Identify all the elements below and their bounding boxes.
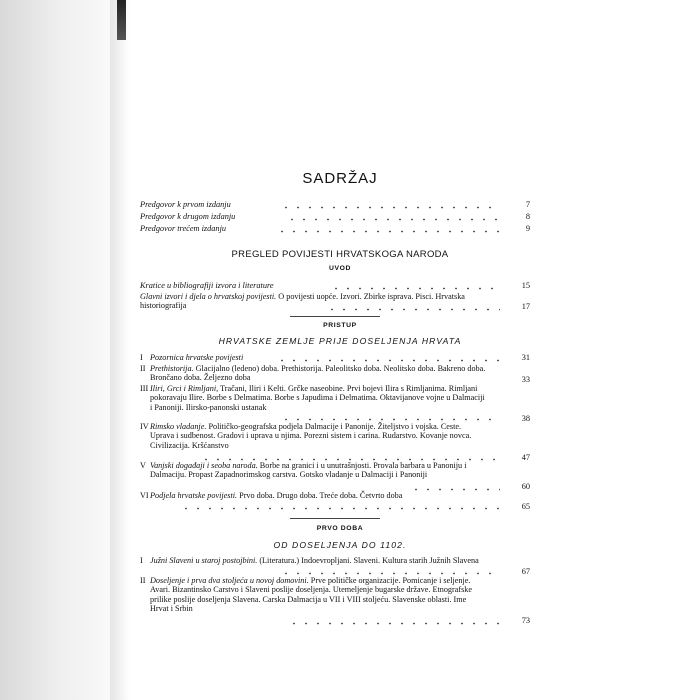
chapter-numeral: II (140, 576, 146, 585)
leader-dots (286, 212, 500, 221)
section-label-uvod: UVOD (328, 265, 352, 272)
page-number: 47 (521, 453, 530, 462)
section-title-pristup: HRVATSKE ZEMLJE PRIJE DOSELJENJA HRVATA (218, 336, 462, 346)
section-title-prvo-doba: OD DOSELJENJA DO 1102. (273, 540, 407, 550)
page-number: 8 (525, 212, 530, 221)
toc-entry-detail: Političko-geografska podjela Dalmacije i Panonije. Žiteljstvo i vojska. Ceste. Uprava i sudbenost. Gradovi i uprava u njima. Porezni sistem i carina. Rudarstvo. Kovanje novca. Civilizacija. Kršćanstvo (150, 422, 472, 450)
toc-entry-prvo-doba-2[interactable] (140, 576, 486, 614)
toc-entry-title: Vanjski događaji i seoba naroda. (150, 461, 258, 470)
chapter-numeral: I (140, 556, 143, 565)
toc-entry-title: Prethistorija. (150, 364, 194, 373)
toc-entry-title: Pozornica hrvatske povijesti (150, 353, 244, 362)
page-edge-shade (110, 0, 130, 700)
toc-entry-title: Podjela hrvatske povijesti. (150, 491, 238, 500)
leader-dots (410, 482, 500, 491)
page-number: 17 (521, 302, 530, 311)
leader-dots (326, 302, 500, 311)
toc-entry-title: Južni Slaveni u staroj postojbini. (150, 556, 258, 565)
page-number: 15 (521, 281, 530, 290)
toc-entry-detail: Borbe na granici i u unutrašnjosti. Provala barbara u Panoniju i Dalmaciju. Propast Zapadnorimskog carstva. Gotsko vladanje u Dalmaciji i Panoniji (150, 461, 467, 480)
leader-dots (276, 224, 500, 233)
page-number: 60 (521, 482, 530, 491)
chapter-numeral: II (140, 364, 146, 373)
toc-entry-title: Iliri, Grci i Rimljani, (150, 384, 219, 393)
toc-entry-detail: Glacijalno (ledeno) doba. Prethistorija. Paleolitsko doba. Neolitsko doba. Bakreno doba. Brončano doba. Željezno doba (150, 364, 486, 383)
leader-dots (180, 501, 500, 510)
page-number: 33 (521, 375, 530, 384)
toc-page (140, 0, 540, 700)
chapter-numeral: III (140, 384, 149, 393)
leader-dots (280, 200, 500, 209)
page-number: 31 (521, 353, 530, 362)
toc-entry-pristup-5[interactable] (140, 461, 486, 480)
page-number: 9 (525, 224, 530, 233)
leader-dots (280, 412, 500, 421)
toc-entry-pristup-6[interactable] (140, 491, 486, 500)
page-number: 67 (521, 567, 530, 576)
toc-entry-label: Predgovor k drugom izdanju (140, 212, 236, 221)
chapter-numeral: I (140, 353, 143, 362)
binding-mark (117, 0, 126, 40)
page-number: 65 (521, 502, 530, 511)
toc-entry-detail: Tračani, Iliri i Kelti. Grčke naseobine. Prvi bojevi Ilira s Rimljanima. Rimljani pokoravaju Ilire. Borbe s Delmatima. Borbe s Japudima i Delmatima. Oktavijanove vojne u Dalmaciji i Panoniji. Ilirsko-panonski ustanak (150, 384, 485, 412)
toc-entry-detail: Prve političke organizacije. Pomicanje i seljenje. Avari. Bizantinsko Carstvo i Slaveni poslije doseljenja. Utemeljenje bugarske države. Etnografske prilike poslije doseljenja Slavena. Carska Dalmacija u VII i VIII stoljeću. Slavenske oblasti. Ime Hrvat i Srbin (150, 576, 473, 614)
toc-entry-label: Predgovor trećem izdanju (140, 224, 227, 233)
page-number: 38 (521, 414, 530, 423)
leader-dots (288, 616, 500, 625)
toc-entry-title: Rimsko vladanje. (150, 422, 207, 431)
page-title: SADRŽAJ (302, 170, 378, 187)
toc-entry-detail: Prvo doba. Drugo doba. Treće doba. Četvrto doba (239, 491, 403, 500)
leader-dots (276, 353, 500, 362)
page-number: 7 (525, 200, 530, 209)
book-gutter-shadow (0, 0, 128, 700)
section-divider (290, 316, 380, 317)
page-number: 73 (521, 616, 530, 625)
toc-entry-title: Kratice u bibliografiji izvora i literature (140, 281, 274, 290)
section-label-pristup: PRISTUP (323, 322, 357, 329)
toc-entry-pristup-2[interactable] (140, 364, 486, 383)
part-title: PREGLED POVIJESTI HRVATSKOGA NARODA (231, 249, 449, 260)
toc-entry-title: Glavni izvori i djela o hrvatskoj povijesti. (140, 292, 277, 301)
leader-dots (200, 452, 500, 461)
toc-entry-pristup-3[interactable] (140, 384, 486, 412)
toc-entry-detail: (Literatura.) Indoevropljani. Slaveni. Kultura starih Južnih Slavena (259, 556, 479, 565)
leader-dots (280, 566, 500, 575)
leader-dots (330, 281, 500, 290)
toc-entry-title: Doseljenje i prva dva stoljeća u novoj domovini. (150, 576, 309, 585)
chapter-numeral: IV (140, 422, 149, 431)
toc-entry-prvo-doba-1[interactable] (140, 556, 486, 565)
section-label-prvo-doba: PRVO DOBA (316, 525, 364, 532)
toc-entry-label: Predgovor k prvom izdanju (140, 200, 231, 209)
chapter-numeral: V (140, 461, 146, 470)
toc-entry-pristup-4[interactable] (140, 422, 486, 450)
section-divider (290, 518, 380, 519)
chapter-numeral: VI (140, 491, 149, 500)
toc-entry-detail: O povijesti uopće. Izvori. Zbirke isprava. Pisci. Hrvatska historiografija (140, 292, 465, 311)
